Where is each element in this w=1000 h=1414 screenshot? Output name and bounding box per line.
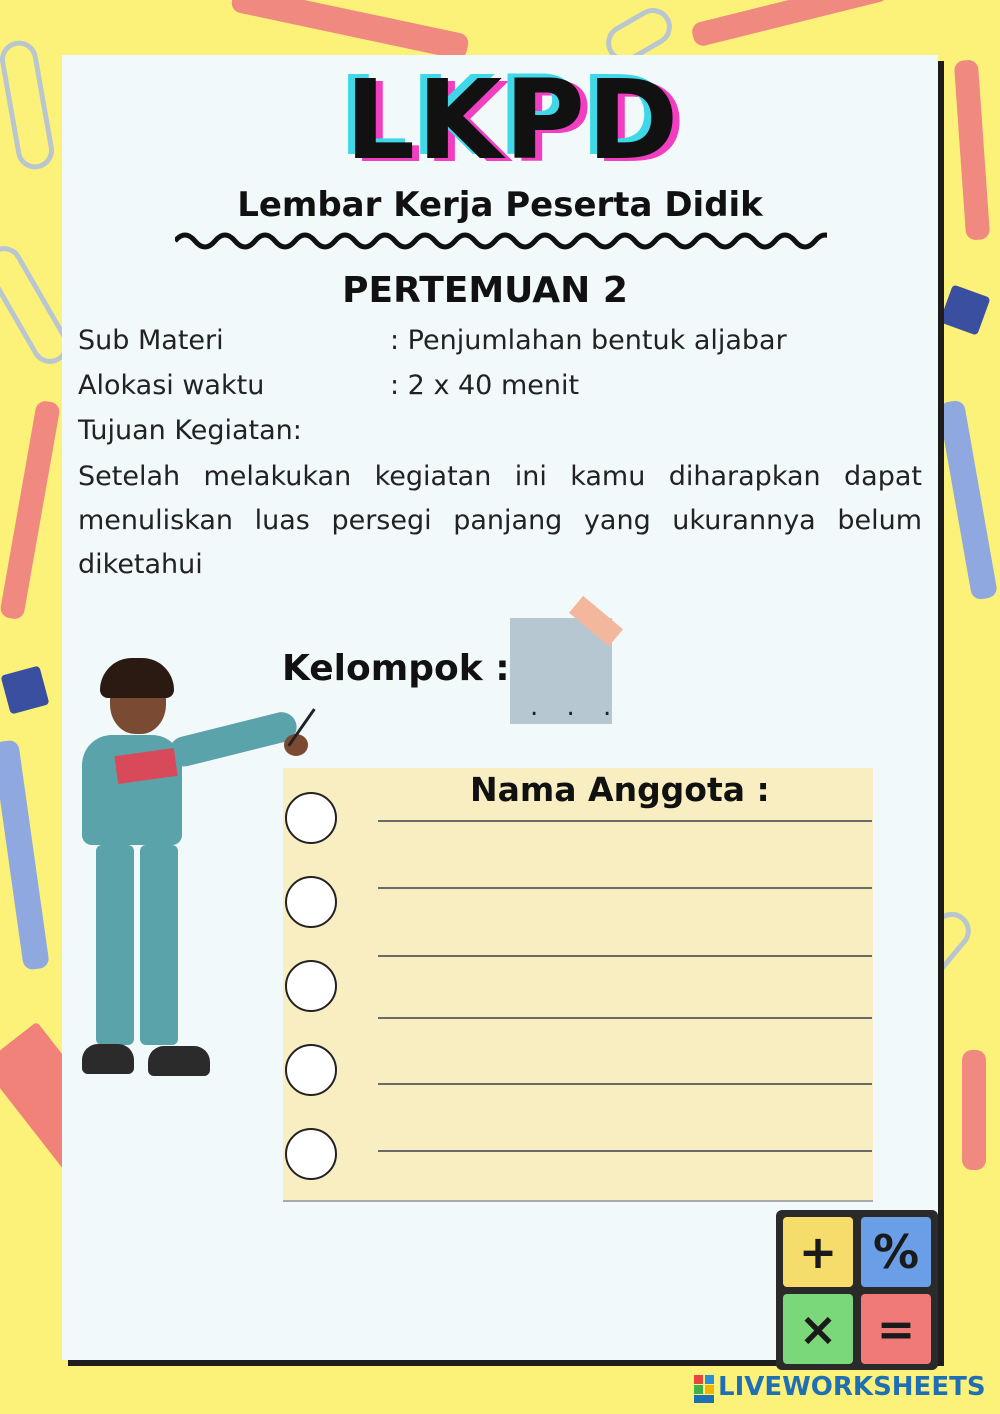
pencil-decoration: [690, 0, 890, 48]
times-icon: ×: [783, 1294, 853, 1364]
members-card: [283, 768, 873, 1202]
pencil-decoration: [954, 59, 990, 240]
teacher-leg: [96, 845, 134, 1045]
plus-icon: +: [783, 1217, 853, 1287]
members-title: Nama Anggota :: [470, 770, 770, 809]
page-title: LKPD: [345, 56, 681, 184]
sub-materi-label: Sub Materi: [78, 325, 224, 356]
pencil-decoration: [230, 0, 470, 61]
alokasi-value: : 2 x 40 menit: [390, 370, 580, 401]
member-name-line-5[interactable]: [378, 1083, 872, 1085]
teacher-leg: [140, 845, 178, 1045]
member-checkbox-1[interactable]: [285, 792, 337, 844]
member-name-line-6[interactable]: [378, 1150, 872, 1152]
alokasi-row: [78, 370, 580, 401]
liveworksheets-logo-icon: [694, 1375, 714, 1403]
member-name-line-1[interactable]: [378, 820, 872, 822]
pencil-decoration: [0, 739, 50, 970]
kelompok-placeholder: . . .: [530, 692, 622, 722]
math-icons-grid: [776, 1210, 938, 1370]
tujuan-label: Tujuan Kegiatan:: [78, 415, 302, 446]
alokasi-label: Alokasi waktu: [78, 370, 265, 401]
percent-icon: %: [861, 1217, 931, 1287]
binder-clip-icon: [1, 666, 50, 715]
sub-materi-value: : Penjumlahan bentuk aljabar: [390, 325, 787, 356]
pencil-decoration: [938, 399, 998, 600]
binder-clip-icon: [939, 284, 990, 335]
member-name-line-2[interactable]: [378, 887, 872, 889]
member-checkbox-5[interactable]: [285, 1128, 337, 1180]
teacher-shoe: [82, 1044, 134, 1074]
pencil-decoration: [0, 400, 61, 621]
sub-materi-row: [78, 325, 787, 356]
tujuan-text: Setelah melakukan kegiatan ini kamu diharapkan dapat menuliskan luas persegi panjang yang ukurannya belum diketahui: [78, 461, 922, 580]
meeting-heading: PERTEMUAN 2: [342, 270, 628, 311]
member-checkbox-4[interactable]: [285, 1044, 337, 1096]
page-subtitle: Lembar Kerja Peserta Didik: [237, 185, 763, 225]
teacher-shoe: [148, 1046, 210, 1076]
kelompok-label: Kelompok :: [282, 648, 510, 689]
footer-brand[interactable]: LIVEWORKSHEETS: [718, 1372, 986, 1402]
member-checkbox-3[interactable]: [285, 960, 337, 1012]
paperclip-decoration: [0, 38, 57, 173]
member-checkbox-2[interactable]: [285, 876, 337, 928]
pencil-decoration: [962, 1050, 986, 1170]
equals-icon: =: [861, 1294, 931, 1364]
member-name-line-3[interactable]: [378, 955, 872, 957]
member-name-line-4[interactable]: [378, 1017, 872, 1019]
wavy-divider: [175, 228, 827, 254]
